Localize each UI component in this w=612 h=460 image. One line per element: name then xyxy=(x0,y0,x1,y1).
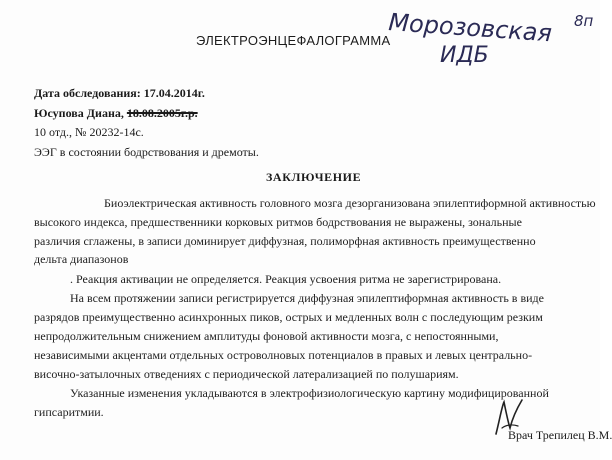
body-line: На всем протяжении записи регистрируется диффузная эпилептиформная активность в виде xyxy=(70,291,544,305)
body-line: височно-затылочных отведениях с периодической латерализацией по полушариям. xyxy=(34,367,459,381)
body-line: непродолжительным снижением амплитуды фоновой активности мозга, с непостоянными, xyxy=(34,329,499,343)
eeg-state: ЭЭГ в состоянии бодрствования и дремоты. xyxy=(34,145,259,159)
handwritten-note xyxy=(388,4,598,74)
body-line: различия сглажены, в записи доминирует диффузная, полиморфная активность преимущественно xyxy=(34,234,536,248)
document-title: ЭЛЕКТРОЭНЦЕФАЛОГРАММА xyxy=(196,33,391,48)
department-info: 10 отд., № 20232-14с. xyxy=(34,125,144,139)
body-line: независимыми акцентами отдельных островолновых потенциалов в правых и левых центрально- xyxy=(34,348,533,362)
handwritten-line-1: Морозовская xyxy=(387,8,553,48)
body-line: высокого индекса, предшественники корковых ритмов бодрствования не выражены, зональные xyxy=(34,215,522,229)
body-line: . Реакция активации не определяется. Реакция усвоения ритма не зарегистрирована. xyxy=(70,272,502,286)
doctor-signature: Врач Трепилец В.М. xyxy=(508,428,612,442)
exam-date: Дата обследования: 17.04.2014г. xyxy=(34,86,205,100)
handwritten-corner-mark: 8п xyxy=(574,12,594,30)
body-line: Указанные изменения укладываются в электрофизиологическую картину модифицированной xyxy=(70,386,549,400)
patient-line xyxy=(34,106,198,120)
patient-name: Юсупова Диана, xyxy=(34,106,124,120)
body-line: гипсаритмии. xyxy=(34,405,104,419)
body-line: разрядов преимущественно асинхронных пиков, острых и медленных волн с последующим резким xyxy=(34,310,543,324)
conclusion-heading: ЗАКЛЮЧЕНИЕ xyxy=(266,170,362,184)
handwritten-line-2: ИДБ xyxy=(440,43,489,68)
handwritten-note-graphic xyxy=(388,4,598,74)
patient-dob-struck: 18.08.2005г.р. xyxy=(126,106,198,120)
body-line: Биоэлектрическая активность головного мозга дезорганизована эпилептиформной активностью xyxy=(104,196,596,210)
body-line: дельта диапазонов xyxy=(34,252,129,266)
